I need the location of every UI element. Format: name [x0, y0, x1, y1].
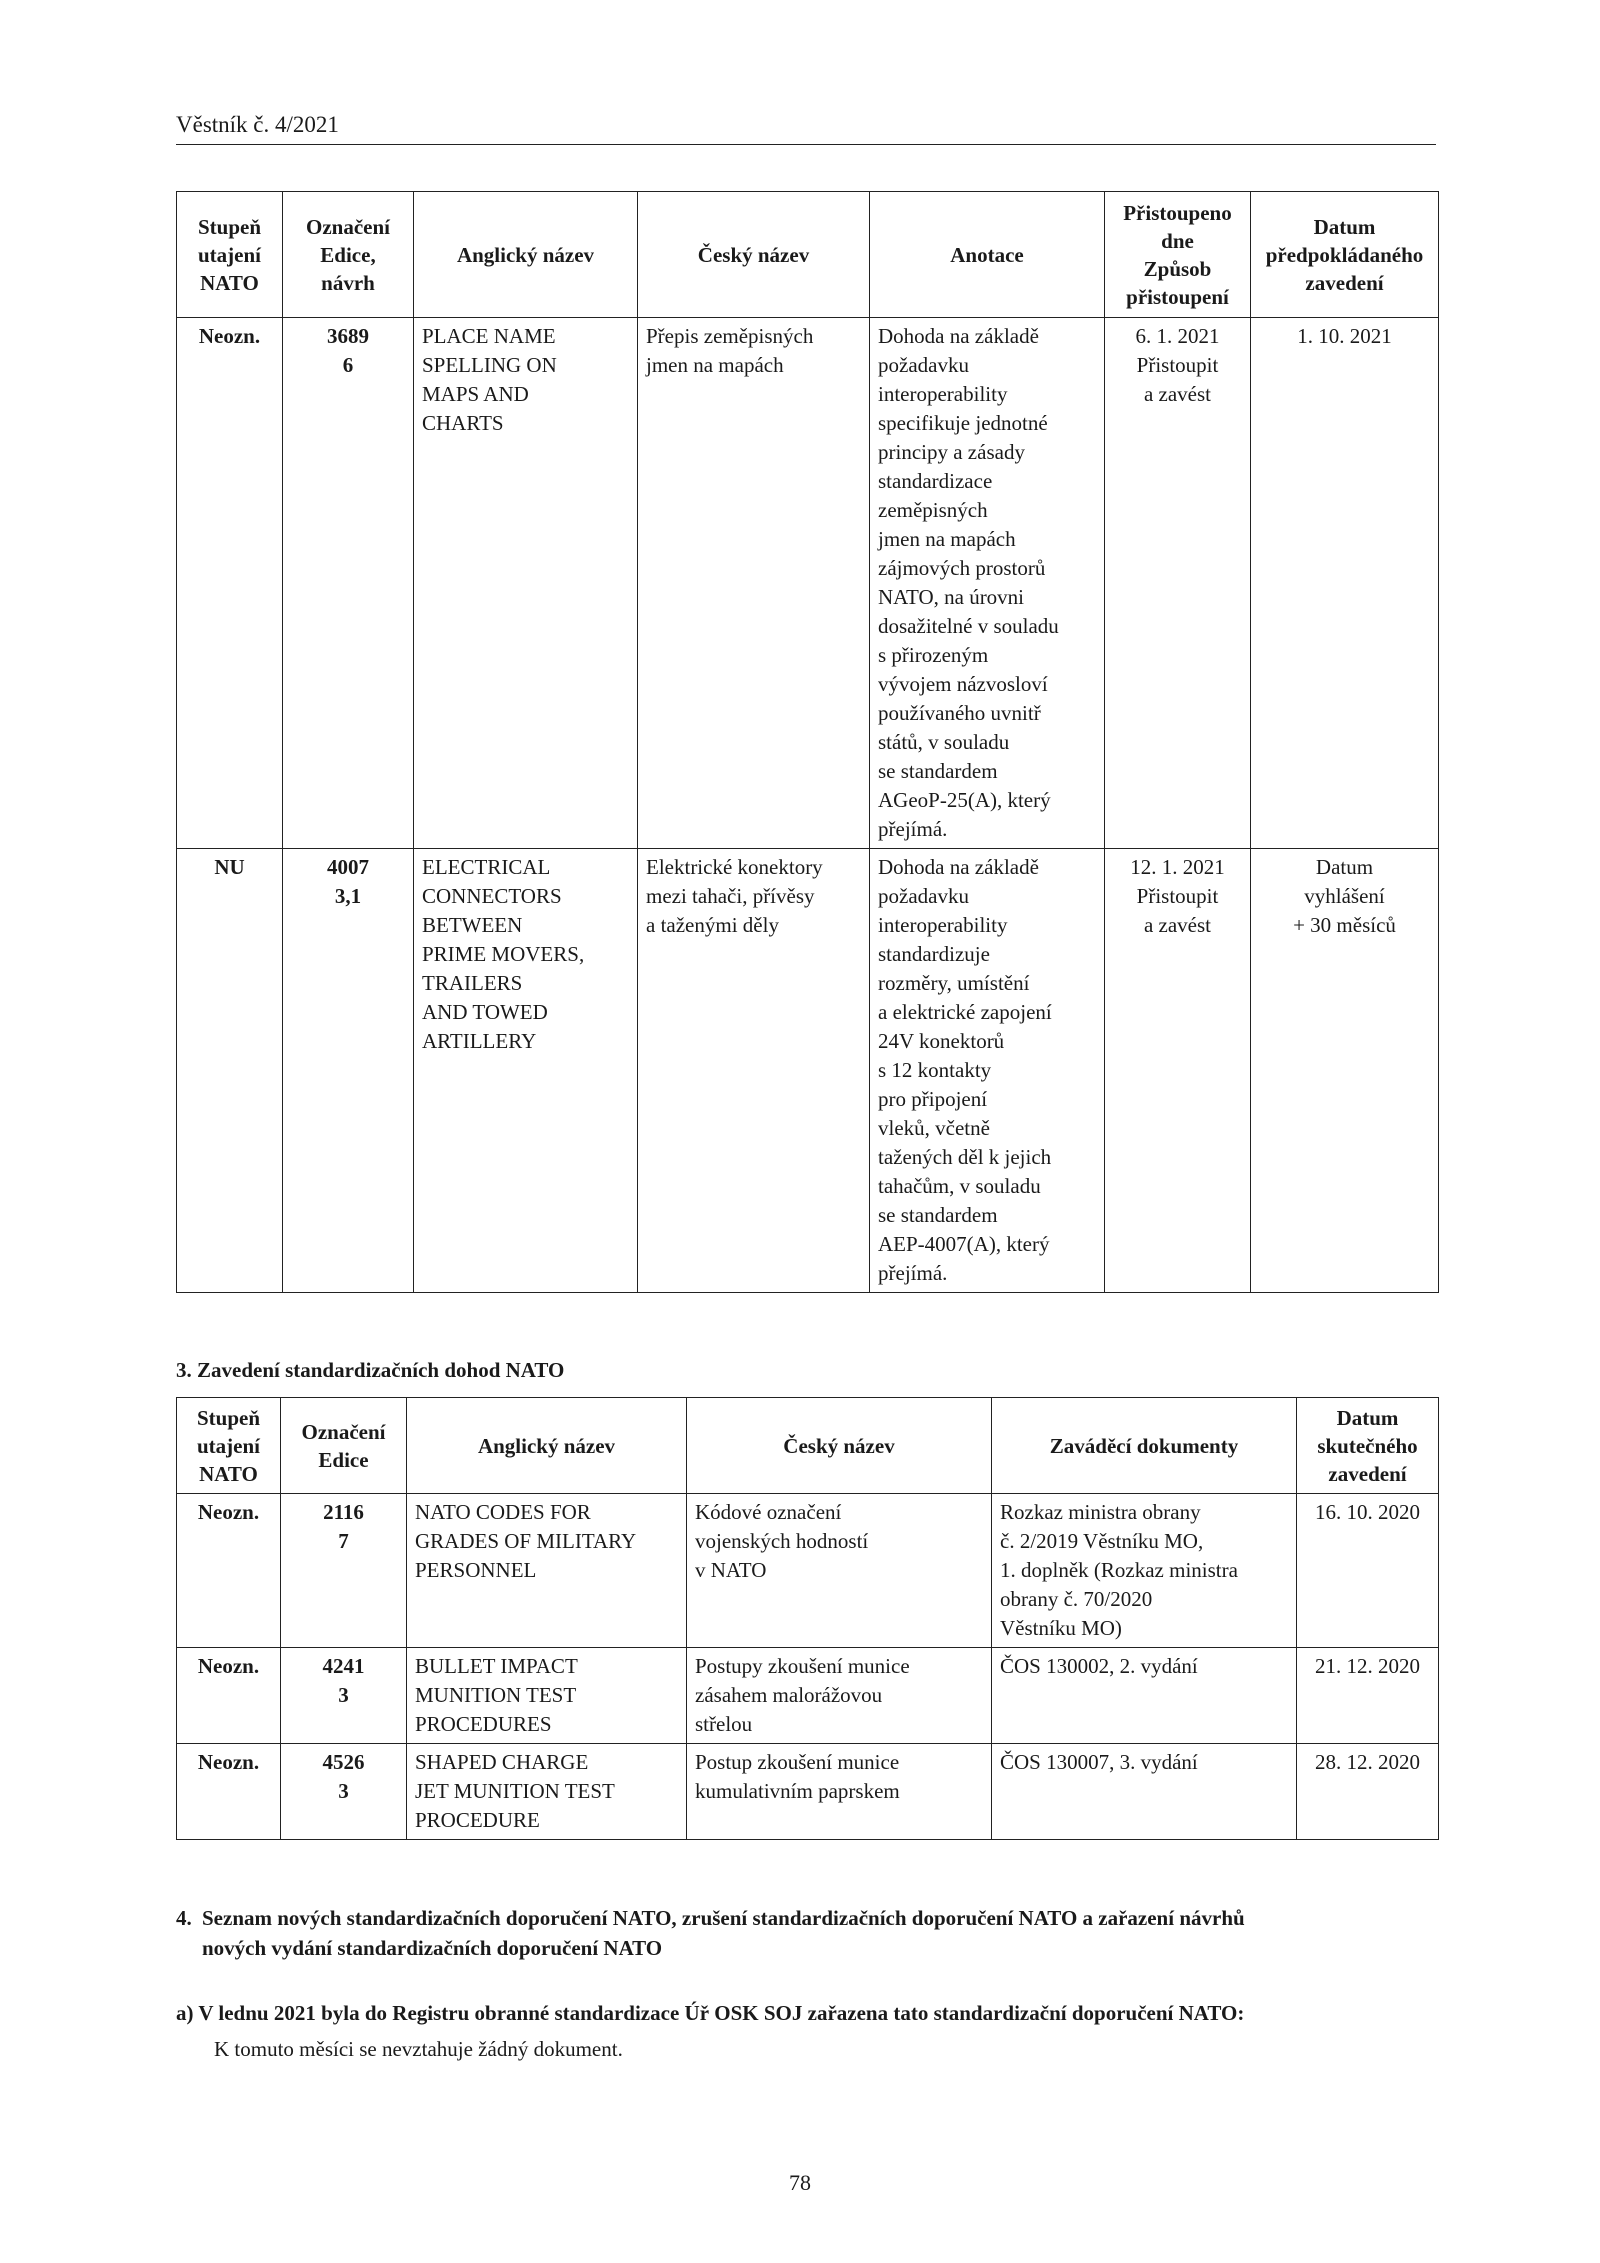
cell-annotation: Dohoda na základě požadavku interoperability standardizuje rozměry, umístění a elektrické zapojení 24V konektorů s 12 kontakty pro připojení vleků, včetně tažených děl k jejich tahačům, v souladu se standardem AEP-4007(A), který přejímá.	[870, 849, 1105, 1293]
table-row	[177, 1648, 1439, 1744]
header-classification: Stupeň utajení NATO	[177, 1398, 281, 1494]
cell-classification: Neozn.	[177, 1648, 281, 1744]
cell-english-name: NATO CODES FOR GRADES OF MILITARY PERSONNEL	[407, 1494, 687, 1648]
cell-actual-date: 28. 12. 2020	[1297, 1744, 1439, 1840]
cell-documents: Rozkaz ministra obrany č. 2/2019 Věstníku MO, 1. doplněk (Rozkaz ministra obrany č. 70/2020 Věstníku MO)	[992, 1494, 1297, 1648]
header-title: Věstník č. 4/2021	[176, 112, 339, 137]
header-actual-date: Datum skutečného zavedení	[1297, 1398, 1439, 1494]
section-4-line2: nových vydání standardizačních doporučení NATO	[202, 1936, 663, 1960]
cell-annotation: Dohoda na základě požadavku interoperability specifikuje jednotné principy a zásady standardizace zeměpisných jmen na mapách zájmových prostorů NATO, na úrovni dosažitelné v souladu s přirozeným vývojem názvosloví používaného uvnitř států, v souladu se standardem AGeoP-25(A), který přejímá.	[870, 318, 1105, 849]
cell-czech-name: Přepis zeměpisných jmen na mapách	[638, 318, 870, 849]
cell-actual-date: 16. 10. 2020	[1297, 1494, 1439, 1648]
cell-accession: 12. 1. 2021 Přistoupit a zavést	[1105, 849, 1251, 1293]
cell-czech-name: Kódové označení vojenských hodností v NATO	[687, 1494, 992, 1648]
cell-classification: Neozn.	[177, 318, 283, 849]
page-header	[176, 112, 1436, 145]
table-header-row	[177, 1398, 1439, 1494]
cell-english-name: PLACE NAME SPELLING ON MAPS AND CHARTS	[414, 318, 638, 849]
table-header-row	[177, 192, 1439, 318]
table-row	[177, 849, 1439, 1293]
header-designation: Označení Edice	[281, 1398, 407, 1494]
section-3-title: 3. Zavedení standardizačních dohod NATO	[176, 1358, 565, 1382]
cell-czech-name: Elektrické konektory mezi tahači, přívěsy a taženými děly	[638, 849, 870, 1293]
header-classification: Stupeň utajení NATO	[177, 192, 283, 318]
cell-designation: 2116 7	[281, 1494, 407, 1648]
cell-classification: Neozn.	[177, 1494, 281, 1648]
cell-accession: 6. 1. 2021 Přistoupit a zavést	[1105, 318, 1251, 849]
header-english-name: Anglický název	[414, 192, 638, 318]
section-4-title	[176, 1903, 1438, 1963]
page-number: 78	[789, 2170, 811, 2195]
cell-planned-date: 1. 10. 2021	[1251, 318, 1439, 849]
cell-classification: Neozn.	[177, 1744, 281, 1840]
implementation-table	[176, 1397, 1439, 1840]
header-english-name: Anglický název	[407, 1398, 687, 1494]
header-annotation: Anotace	[870, 192, 1105, 318]
section-4-number: 4.	[176, 1906, 192, 1930]
header-documents: Zaváděcí dokumenty	[992, 1398, 1297, 1494]
cell-czech-name: Postupy zkoušení munice zásahem malorážovou střelou	[687, 1648, 992, 1744]
cell-designation: 3689 6	[283, 318, 414, 849]
table-row	[177, 318, 1439, 849]
cell-czech-name: Postup zkoušení munice kumulativním paprskem	[687, 1744, 992, 1840]
cell-actual-date: 21. 12. 2020	[1297, 1648, 1439, 1744]
cell-documents: ČOS 130007, 3. vydání	[992, 1744, 1297, 1840]
cell-english-name: BULLET IMPACT MUNITION TEST PROCEDURES	[407, 1648, 687, 1744]
cell-designation: 4241 3	[281, 1648, 407, 1744]
header-designation: Označení Edice, návrh	[283, 192, 414, 318]
cell-english-name: ELECTRICAL CONNECTORS BETWEEN PRIME MOVERS, TRAILERS AND TOWED ARTILLERY	[414, 849, 638, 1293]
section-4a-title: a) V lednu 2021 byla do Registru obranné standardizace Úř OSK SOJ zařazena tato standardizační doporučení NATO:	[176, 2001, 1245, 2025]
header-accession: Přistoupeno dne Způsob přistoupení	[1105, 192, 1251, 318]
section-4a-note: K tomuto měsíci se nevztahuje žádný dokument.	[214, 2037, 623, 2061]
header-planned-date: Datum předpokládaného zavedení	[1251, 192, 1439, 318]
cell-classification: NU	[177, 849, 283, 1293]
accession-table	[176, 191, 1439, 1293]
table-row	[177, 1494, 1439, 1648]
cell-designation: 4007 3,1	[283, 849, 414, 1293]
table-row	[177, 1744, 1439, 1840]
cell-english-name: SHAPED CHARGE JET MUNITION TEST PROCEDURE	[407, 1744, 687, 1840]
header-czech-name: Český název	[687, 1398, 992, 1494]
cell-documents: ČOS 130002, 2. vydání	[992, 1648, 1297, 1744]
cell-designation: 4526 3	[281, 1744, 407, 1840]
section-4-line1: Seznam nových standardizačních doporučení NATO, zrušení standardizačních doporučení NATO a zařazení návrhů	[202, 1906, 1245, 1930]
header-czech-name: Český název	[638, 192, 870, 318]
cell-planned-date: Datum vyhlášení + 30 měsíců	[1251, 849, 1439, 1293]
